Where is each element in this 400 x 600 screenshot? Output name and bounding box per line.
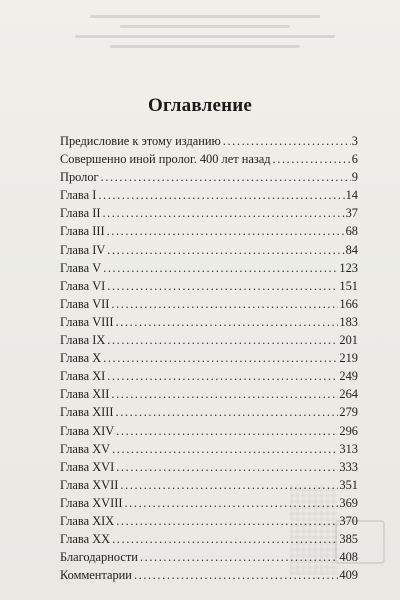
- toc-page-number: 219: [339, 351, 358, 366]
- toc-entry-title: Глава IX: [60, 333, 106, 348]
- toc-page-number: 68: [345, 224, 358, 239]
- toc-page-number: 408: [339, 550, 358, 565]
- toc-entry-title: Глава XIV: [60, 423, 115, 438]
- toc-page-number: 201: [339, 333, 358, 348]
- toc-page-number: 279: [339, 405, 358, 420]
- toc-entry-title: Глава XX: [60, 532, 111, 547]
- toc-entry-title: Глава III: [60, 224, 105, 239]
- toc-page-number: 369: [339, 495, 358, 510]
- toc-entry-title: Глава VII: [60, 296, 110, 311]
- toc-entry[interactable]: [60, 295, 358, 313]
- toc-entry[interactable]: [60, 186, 358, 204]
- toc-dot-leader: [273, 150, 351, 168]
- table-of-contents: [60, 132, 358, 584]
- toc-entry[interactable]: [60, 403, 358, 421]
- toc-dot-leader: [107, 241, 344, 259]
- toc-entry[interactable]: [60, 422, 358, 440]
- toc-entry[interactable]: [60, 440, 358, 458]
- toc-entry-title: Предисловие к этому изданию: [60, 134, 221, 148]
- toc-dot-leader: [101, 168, 351, 186]
- toc-entry-title: Глава XVIII: [60, 495, 123, 510]
- toc-entry-title: Глава XIX: [60, 513, 115, 528]
- toc-page-number: 14: [345, 188, 358, 203]
- toc-entry-title: Глава VI: [60, 278, 106, 293]
- toc-dot-leader: [111, 295, 338, 313]
- toc-dot-leader: [116, 512, 338, 530]
- toc-entry[interactable]: [60, 548, 358, 566]
- toc-entry[interactable]: [60, 259, 358, 277]
- toc-entry[interactable]: [60, 222, 358, 240]
- toc-dot-leader: [116, 422, 338, 440]
- toc-dot-leader: [102, 204, 344, 222]
- toc-entry[interactable]: [60, 530, 358, 548]
- toc-page-number: 313: [339, 441, 358, 456]
- toc-entry-title: Глава V: [60, 260, 102, 275]
- toc-entry-title: Благодарности: [60, 550, 138, 565]
- toc-entry-title: Глава XI: [60, 369, 106, 384]
- toc-page-number: 183: [339, 314, 358, 329]
- toc-page-number: 296: [339, 423, 358, 438]
- toc-entry-title: Глава XII: [60, 387, 110, 402]
- toc-dot-leader: [112, 440, 338, 458]
- toc-entry[interactable]: [60, 367, 358, 385]
- toc-page-number: 249: [339, 369, 358, 384]
- toc-entry-title: Глава IV: [60, 242, 106, 257]
- toc-page-number: 264: [339, 387, 358, 402]
- toc-page-number: 166: [339, 296, 358, 311]
- toc-dot-leader: [107, 331, 338, 349]
- toc-page-number: 123: [339, 260, 358, 275]
- toc-entry[interactable]: [60, 331, 358, 349]
- toc-dot-leader: [98, 186, 344, 204]
- toc-entry[interactable]: [60, 150, 358, 168]
- toc-page-number: 6: [351, 152, 358, 167]
- toc-entry-title: Глава VIII: [60, 314, 114, 329]
- toc-entry[interactable]: [60, 458, 358, 476]
- toc-page-number: 3: [351, 134, 358, 148]
- toc-page-number: 370: [339, 513, 358, 528]
- toc-entry[interactable]: [60, 385, 358, 403]
- toc-entry-title: Глава XVI: [60, 459, 115, 474]
- toc-entry-title: Глава XIII: [60, 405, 114, 420]
- toc-entry[interactable]: [60, 204, 358, 222]
- toc-page-number: 9: [351, 170, 358, 185]
- toc-dot-leader: [116, 403, 339, 421]
- toc-dot-leader: [107, 277, 338, 295]
- toc-page-number: 409: [339, 568, 358, 583]
- toc-dot-leader: [103, 349, 338, 367]
- toc-dot-leader: [111, 385, 338, 403]
- toc-dot-leader: [124, 494, 338, 512]
- toc-dot-leader: [140, 548, 338, 566]
- toc-entry-title: Глава II: [60, 206, 101, 221]
- toc-dot-leader: [103, 259, 338, 277]
- toc-entry-title: Глава I: [60, 188, 97, 203]
- toc-dot-leader: [116, 313, 339, 331]
- toc-dot-leader: [107, 222, 345, 240]
- toc-entry-title: Комментарии: [60, 568, 132, 583]
- toc-entry-title: Глава XV: [60, 441, 111, 456]
- toc-dot-leader: [120, 476, 338, 494]
- toc-entry[interactable]: [60, 132, 358, 150]
- toc-page-number: 333: [339, 459, 358, 474]
- toc-entry[interactable]: [60, 168, 358, 186]
- toc-entry[interactable]: [60, 241, 358, 259]
- toc-dot-leader: [116, 458, 338, 476]
- toc-entry[interactable]: [60, 512, 358, 530]
- toc-entry-title: Глава XVII: [60, 477, 119, 492]
- toc-page-number: 151: [339, 278, 358, 293]
- toc-entry-title: Глава X: [60, 351, 102, 366]
- page-title: Оглавление: [147, 95, 253, 116]
- toc-entry[interactable]: [60, 476, 358, 494]
- toc-dot-leader: [112, 530, 338, 548]
- toc-entry[interactable]: [60, 566, 358, 584]
- toc-entry-title: Совершенно иной пролог. 400 лет назад: [60, 152, 271, 167]
- toc-entry[interactable]: [60, 277, 358, 295]
- toc-entry-title: Пролог: [60, 170, 99, 185]
- toc-page-number: 84: [345, 242, 358, 257]
- toc-entry[interactable]: [60, 349, 358, 367]
- toc-dot-leader: [107, 367, 338, 385]
- toc-entry[interactable]: [60, 494, 358, 512]
- bleed-through-text: [60, 8, 350, 78]
- toc-page-number: 37: [345, 206, 358, 221]
- toc-dot-leader: [223, 132, 351, 150]
- toc-page-number: 385: [339, 532, 358, 547]
- toc-dot-leader: [134, 566, 338, 584]
- toc-entry[interactable]: [60, 313, 358, 331]
- toc-page-number: 351: [339, 477, 358, 492]
